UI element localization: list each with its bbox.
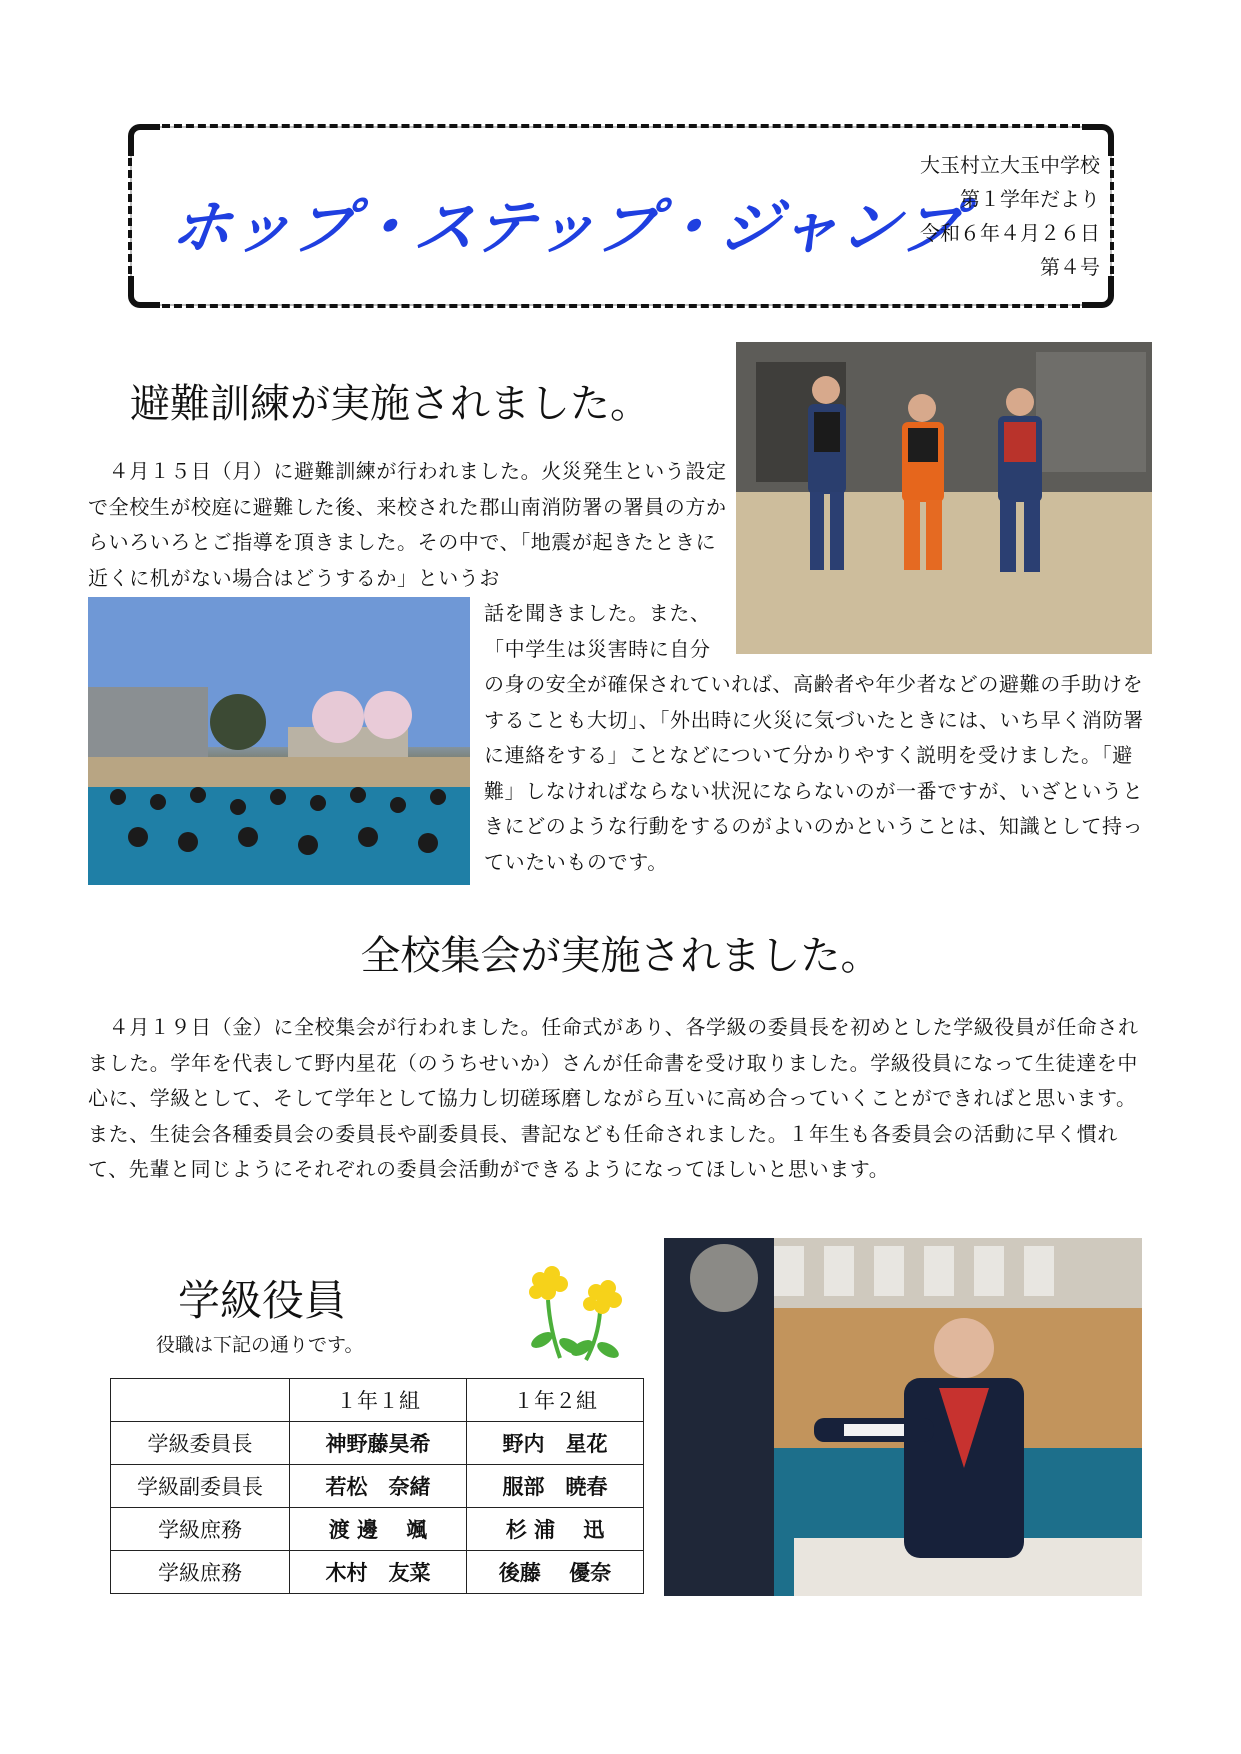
students-in-schoolyard-photo-icon bbox=[88, 597, 470, 885]
newsletter-meta bbox=[870, 148, 1100, 284]
role-cell: 学級委員長 bbox=[111, 1422, 290, 1465]
section1-heading: 避難訓練が実施されました。 bbox=[130, 381, 650, 427]
table-row bbox=[111, 1508, 644, 1551]
name-cell: 若松 奈緒 bbox=[290, 1465, 467, 1508]
section2-paragraph: ４月１９日（金）に全校集会が行われました。任命式があり、各学級の委員長を初めとした学級役員が任命されました。学年を代表して野内星花（のうちせいか）さんが任命書を受け取りました。学級役員になって生徒達を中心に、学級として、そして学年として協力し切磋琢磨しながら互いに高め合っていくことができればと思います。また、生徒会各種委員会の委員長や副委員長、書記なども任命されました。１年生も各委員会の活動に早く慣れて、先輩と同じようにそれぞれの委員会活動ができるようになってほしいと思います。 bbox=[88, 1015, 1139, 1181]
table-row bbox=[111, 1551, 644, 1594]
section1-paragraph-b: 話を聞きました。また、「中学生は災害時に自分 bbox=[484, 601, 711, 661]
name-cell: 木村 友菜 bbox=[290, 1551, 467, 1594]
rapeseed-flower-icon bbox=[520, 1260, 630, 1370]
name-cell: 野内 星花 bbox=[467, 1422, 644, 1465]
name-cell: 神野藤昊希 bbox=[290, 1422, 467, 1465]
name-cell: 渡 邊 颯 bbox=[290, 1508, 467, 1551]
issue-number: 第４号 bbox=[1040, 255, 1100, 279]
firefighters-photo-icon bbox=[736, 342, 1152, 654]
table-header-cell: １年２組 bbox=[467, 1379, 644, 1422]
table-header-cell bbox=[111, 1379, 290, 1422]
officers-subtitle: 役職は下記の通りです。 bbox=[156, 1334, 364, 1356]
officers-table bbox=[110, 1378, 644, 1594]
role-cell: 学級庶務 bbox=[111, 1551, 290, 1594]
table-row bbox=[111, 1422, 644, 1465]
name-cell: 杉 浦 迅 bbox=[467, 1508, 644, 1551]
school-name: 大玉村立大玉中学校 bbox=[920, 153, 1100, 177]
role-cell: 学級庶務 bbox=[111, 1508, 290, 1551]
newsletter-name: 第１学年だより bbox=[960, 187, 1100, 211]
role-cell: 学級副委員長 bbox=[111, 1465, 290, 1508]
name-cell: 服部 暁春 bbox=[467, 1465, 644, 1508]
name-cell: 後藤 優奈 bbox=[467, 1551, 644, 1594]
section1-paragraph-a: ４月１５日（月）に避難訓練が行われました。火災発生という設定で全校生が校庭に避難した後、来校された郡山南消防署の署員の方からいろいろとご指導を頂きました。その中で、「地震が起きたときに近くに机がない場合はどうするか」というお bbox=[88, 459, 727, 590]
newsletter-title: ホップ・ステップ・ジャンプ bbox=[166, 193, 967, 263]
table-row bbox=[111, 1465, 644, 1508]
officers-heading: 学級役員 bbox=[178, 1276, 347, 1325]
appointment-ceremony-photo-icon bbox=[664, 1238, 1142, 1596]
section1-paragraph-c: の身の安全が確保されていれば、高齢者や年少者などの避難の手助けをすることも大切」、「外出時に火災に気づいたときには、いち早く消防署に連絡をする」ことなどについて分かりやすく説明を受けました。「避難」しなければならない状況にならないのが一番ですが、いざというときにどのような行動をするのがよいのかということは、知識として持っていたいものです。 bbox=[484, 672, 1144, 874]
table-header-cell: １年１組 bbox=[290, 1379, 467, 1422]
issue-date: 令和６年４月２６日 bbox=[920, 221, 1100, 245]
table-header-row bbox=[111, 1379, 644, 1422]
section2-heading: 全校集会が実施されました。 bbox=[360, 933, 881, 979]
